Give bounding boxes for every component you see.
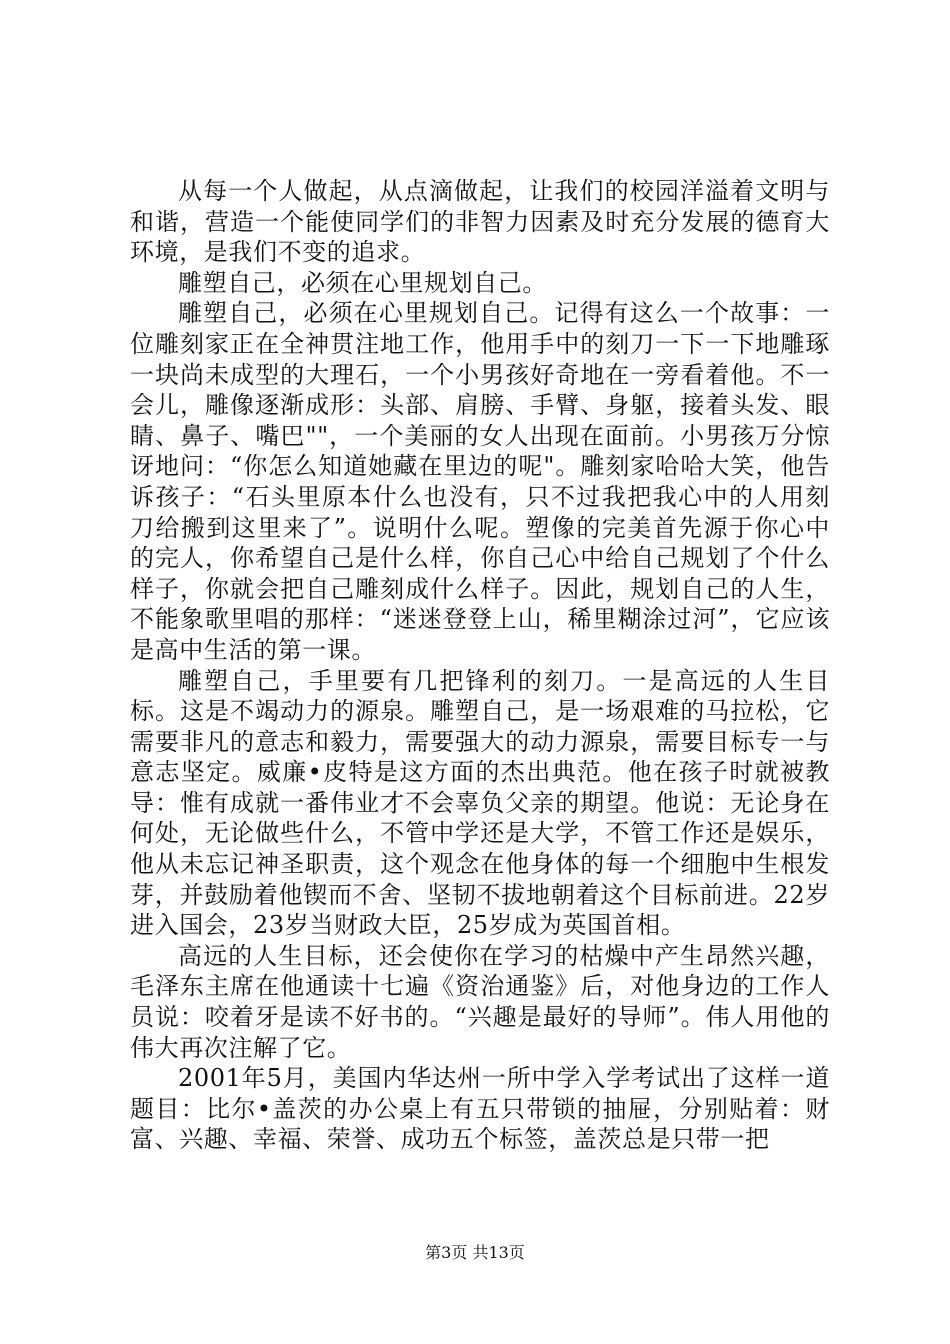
document-body xyxy=(130,176,830,1155)
paragraph-6: 2001年5月，美国内华达州一所中学入学考试出了这样一道题目：比尔•盖茨的办公桌上有五只带锁的抽屉，分别贴着：财富、兴趣、幸福、荣誉、成功五个标签，盖茨总是只带一把 xyxy=(130,1064,830,1154)
paragraph-4: 雕塑自己，手里要有几把锋利的刻刀。一是高远的人生目标。这是不竭动力的源泉。雕塑自己，是一场艰难的马拉松，它需要非凡的意志和毅力，需要强大的动力源泉，需要目标专一与意志坚定。威廉•皮特是这方面的杰出典范。他在孩子时就被教导：惟有成就一番伟业才不会辜负父亲的期望。他说：无论身在何处，无论做些什么，不管中学还是大学，不管工作还是娱乐，他从未忘记神圣职责，这个观念在他身体的每一个细胞中生根发芽，并鼓励着他锲而不舍、坚韧不拔地朝着这个目标前进。22岁进入国会，23岁当财政大臣，25岁成为英国首相。 xyxy=(130,666,830,940)
paragraph-2: 雕塑自己，必须在心里规划自己。 xyxy=(178,268,547,297)
paragraph-5: 高远的人生目标，还会使你在学习的枯燥中产生昂然兴趣，毛泽东主席在他通读十七遍《资治通鉴》后，对他身边的工作人员说：咬着牙是读不好书的。“兴趣是最好的导师”。伟人用他的伟大再次注解了它。 xyxy=(130,941,830,1062)
paragraph-3: 雕塑自己，必须在心里规划自己。记得有这么一个故事：一位雕刻家正在全神贯注地工作，他用手中的刻刀一下一下地雕琢一块尚未成型的大理石，一个小男孩好奇地在一旁看着他。不一会儿，雕像逐渐成形：头部、肩膀、手臂、身躯，接着头发、眼睛、鼻子、嘴巴""，一个美丽的女人出现在面前。小男孩万分惊讶地问：“你怎么知道她藏在里边的呢"。雕刻家哈哈大笑，他告诉孩子：“石头里原本什么也没有，只不过我把我心中的人用刻刀给搬到这里来了”。说明什么呢。塑像的完美首先源于你心中的完人，你希望自己是什么样，你自己心中给自己规划了个什么样子，你就会把自己雕刻成什么样子。因此，规划自己的人生，不能象歌里唱的那样：“迷迷登登上山，稀里糊涂过河”，它应该是高中生活的第一课。 xyxy=(130,299,830,664)
page-number-footer: 第3页 共13页 xyxy=(425,1243,525,1262)
paragraph-1: 从每一个人做起，从点滴做起，让我们的校园洋溢着文明与和谐，营造一个能使同学们的非智力因素及时充分发展的德育大环境，是我们不变的追求。 xyxy=(130,177,830,267)
